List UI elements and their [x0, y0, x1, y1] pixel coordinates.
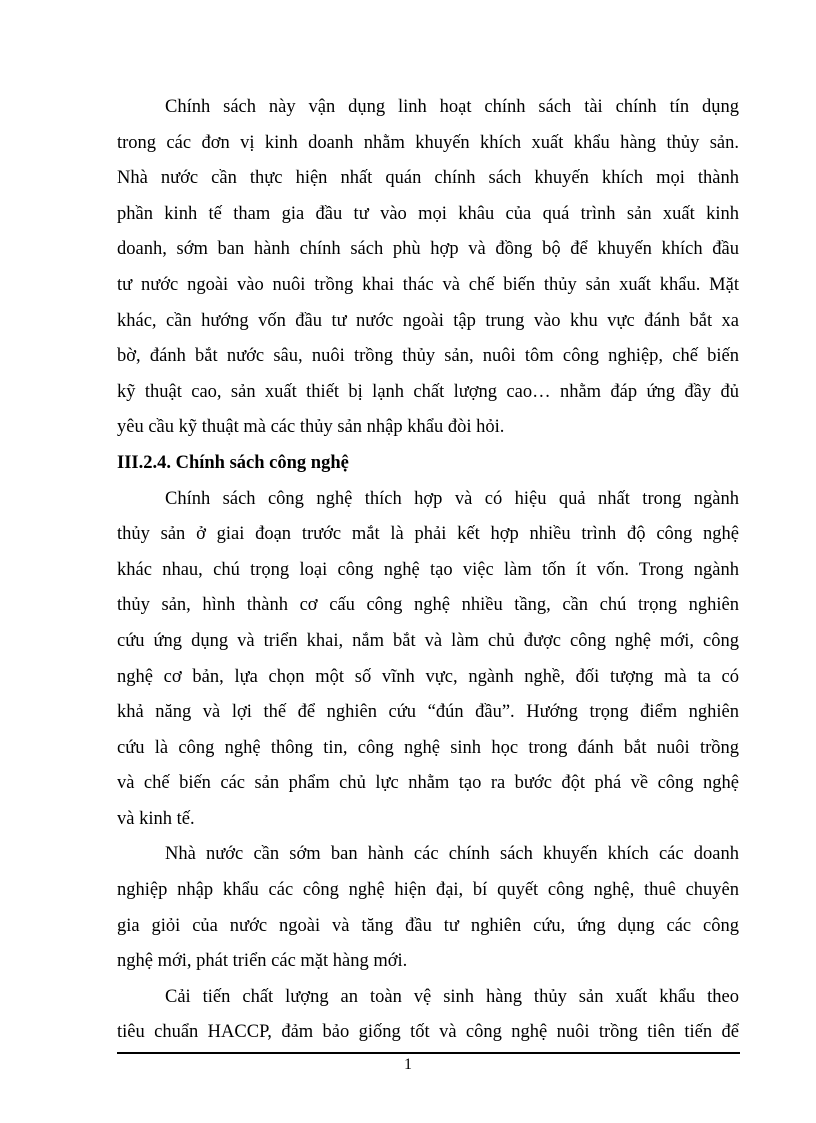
page-number: 1	[404, 1056, 412, 1073]
text-line: tiêu chuẩn HACCP, đảm bảo giống tốt và công nghệ nuôi trồng tiên tiến để	[117, 1022, 739, 1043]
paragraph-import-technology	[117, 837, 739, 979]
text-line: và chế biến các sản phẩm chủ lực nhằm tạo ra bước đột phá về công nghệ	[117, 773, 739, 794]
text-line: khác, cần hướng vốn đầu tư nước ngoài tập trung vào khu vực đánh bắt xa	[117, 310, 739, 331]
text-line: nghiệp nhập khẩu các công nghệ hiện đại, bí quyết công nghệ, thuê chuyên	[117, 880, 739, 901]
text-line: nghệ mới, phát triển các mặt hàng mới.	[117, 951, 408, 972]
text-line: yêu cầu kỹ thuật mà các thủy sản nhập khẩu đòi hỏi.	[117, 417, 505, 438]
text-line: trong các đơn vị kinh doanh nhằm khuyến khích xuất khẩu hàng thủy sản.	[117, 132, 739, 153]
text-line: bờ, đánh bắt nước sâu, nuôi trồng thủy sản, nuôi tôm công nghiệp, chế biến	[117, 346, 739, 367]
text-line: tư nước ngoài vào nuôi trồng khai thác và chế biến thủy sản xuất khẩu. Mặt	[117, 274, 739, 295]
text-line: Chính sách công nghệ thích hợp và có hiệu quả nhất trong ngành	[165, 488, 739, 509]
section-heading: III.2.4. Chính sách công nghệ	[117, 452, 349, 473]
document-body	[117, 90, 739, 1051]
text-line: doanh, sớm ban hành chính sách phù hợp và đồng bộ để khuyến khích đầu	[117, 239, 739, 260]
text-line: khác nhau, chú trọng loại công nghệ tạo việc làm tốn ít vốn. Trong ngành	[117, 559, 739, 580]
text-line: Chính sách này vận dụng linh hoạt chính sách tài chính tín dụng	[165, 97, 739, 117]
text-line: kỹ thuật cao, sản xuất thiết bị lạnh chất lượng cao… nhằm đáp ứng đầy đủ	[117, 381, 739, 402]
text-line: Nhà nước cần thực hiện nhất quán chính sách khuyến khích mọi thành	[117, 168, 739, 189]
text-line: phần kinh tế tham gia đầu tư vào mọi khâu của quá trình sản xuất kinh	[117, 203, 739, 224]
text-line: nghệ cơ bản, lựa chọn một số vĩnh vực, ngành nghề, đối tượng mà ta có	[117, 666, 739, 687]
text-line: cứu là công nghệ thông tin, công nghệ sinh học trong đánh bắt nuôi trồng	[117, 737, 739, 758]
text-line: thủy sản, hình thành cơ cấu công nghệ nhiều tầng, cần chú trọng nghiên	[117, 595, 739, 616]
text-line: cứu ứng dụng và triển khai, nắm bắt và làm chủ được công nghệ mới, công	[117, 630, 739, 651]
text-line: và kinh tế.	[117, 808, 195, 829]
paragraph-technology-policy	[117, 482, 739, 838]
paragraph-haccp	[117, 980, 739, 1051]
text-line: Cải tiến chất lượng an toàn vệ sinh hàng thủy sản xuất khẩu theo	[165, 986, 739, 1007]
text-line: Nhà nước cần sớm ban hành các chính sách khuyến khích các doanh	[165, 844, 739, 865]
text-line: gia giỏi của nước ngoài và tăng đầu tư nghiên cứu, ứng dụng các công	[117, 915, 739, 936]
text-line: thủy sản ở giai đoạn trước mắt là phải kết hợp nhiều trình độ công nghệ	[117, 524, 739, 545]
text-line: khả năng và lợi thế để nghiên cứu “đún đầu”. Hướng trọng điểm nghiên	[117, 702, 739, 723]
footer-divider	[117, 1052, 740, 1054]
paragraph-credit-policy	[117, 90, 739, 446]
